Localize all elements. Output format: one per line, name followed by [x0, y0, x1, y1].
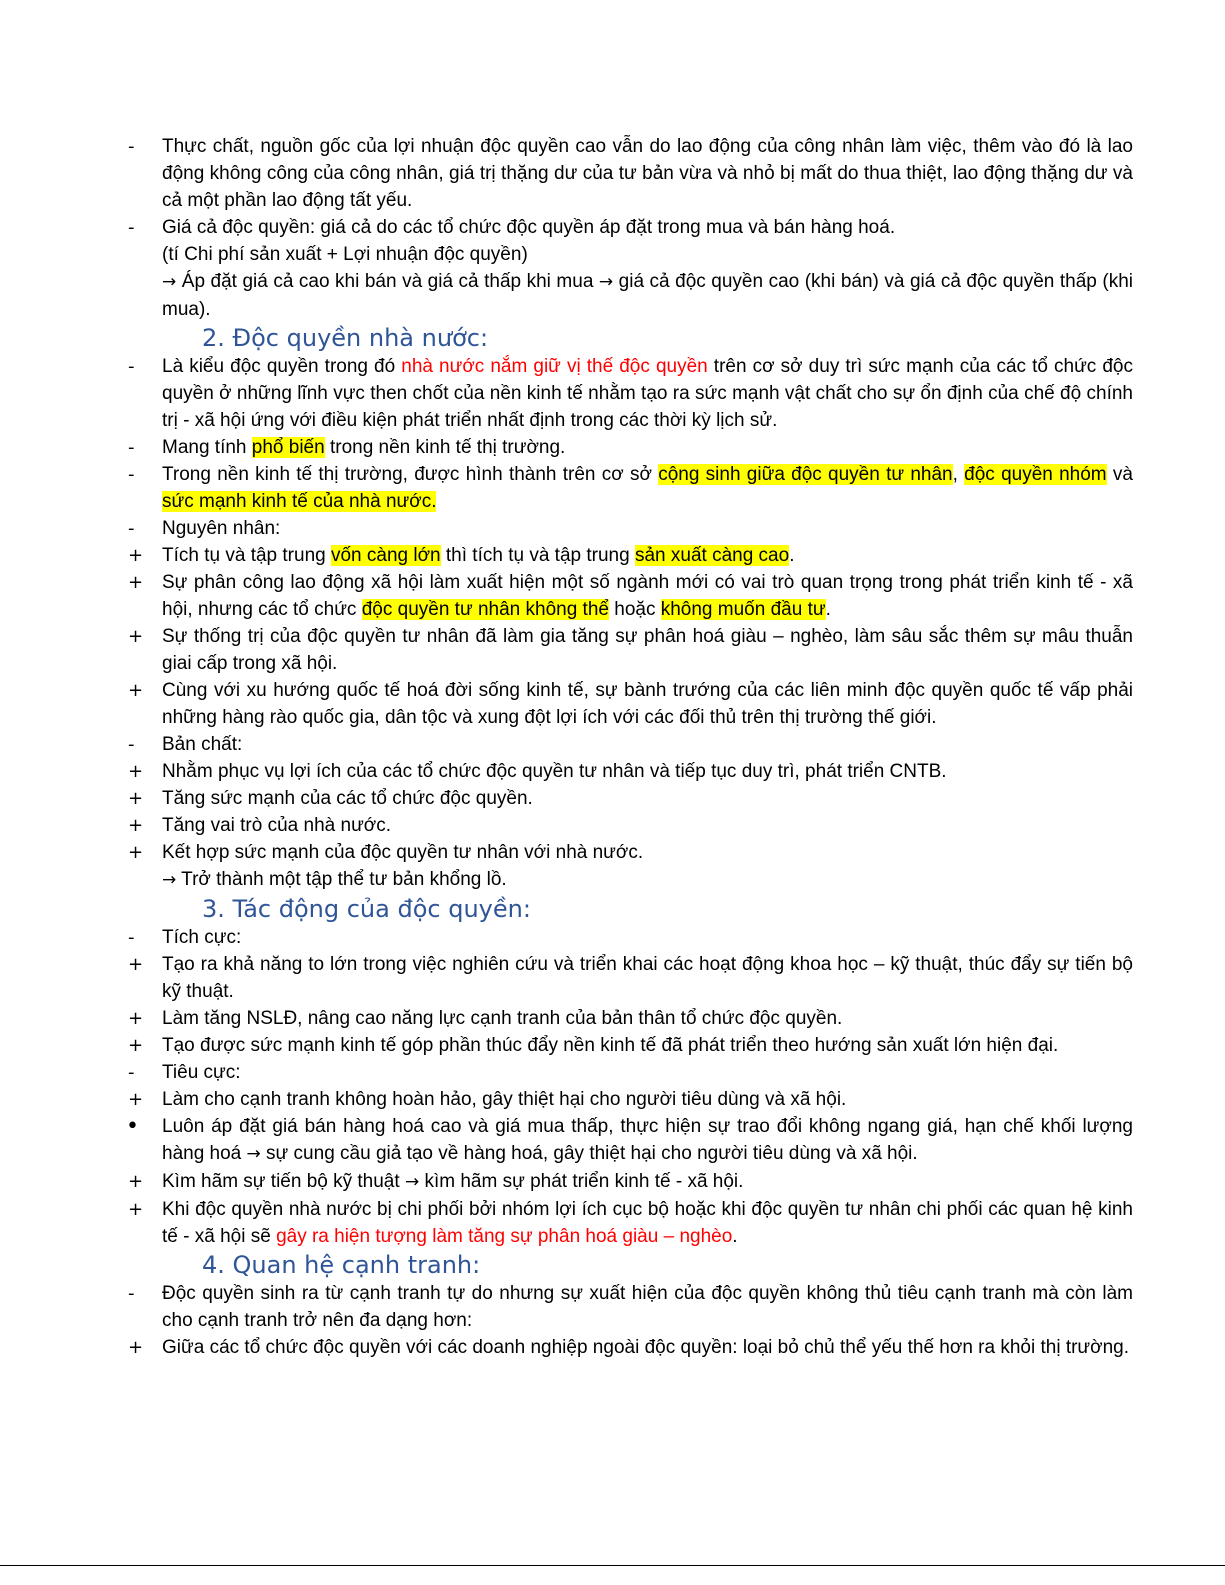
highlighted-text: không muốn đầu tư: [660, 599, 826, 620]
emphasis-red-text: gây ra hiện tượng làm tăng sự phân hoá giàu – nghèo: [276, 1226, 733, 1247]
text-run: Tăng sức mạnh của các tổ chức độc quyền.: [162, 788, 533, 809]
document-body: [0, 133, 1225, 1361]
text-run: giá cả độc quyền cao (khi bán) và giá cả độc quyền thấp (khi mua).: [162, 271, 1133, 320]
text-run: Làm cho cạnh tranh không hoàn hảo, gây thiệt hại cho người tiêu dùng và xã hội.: [162, 1089, 847, 1110]
list-marker: -: [128, 356, 135, 377]
text-run: Cùng với xu hướng quốc tế hoá đời sống kinh tế, sự bành trướng của các liên minh độc quyền quốc tế vấp phải những hàng rào quốc gia, dân tộc và xung đột lợi ích với các đối thủ trên thị trường thế giới.: [162, 680, 1133, 728]
text-run: Độc quyền sinh ra từ cạnh tranh tự do nhưng sự xuất hiện của độc quyền không thủ tiêu cạnh tranh mà còn làm cho cạnh tranh trở nên đa dạng hơn:: [162, 1283, 1133, 1331]
list-marker: +: [128, 788, 144, 809]
arrow-icon: →: [162, 272, 177, 292]
list-marker: +: [128, 1089, 144, 1110]
list-item: [0, 1032, 1133, 1059]
list-item: [0, 1086, 1133, 1113]
text-run: Luôn áp đặt giá bán hàng hoá cao và giá mua thấp, thực hiện sự trao đổi không ngang giá, hạn chế khối lượng hàng hoá: [162, 1116, 1133, 1164]
arrow-icon: →: [404, 1172, 420, 1192]
text-run: Tích tụ và tập trung: [162, 545, 331, 566]
list-marker: +: [128, 1199, 144, 1220]
list-marker: +: [128, 572, 144, 593]
highlighted-text: vốn càng lớn: [330, 545, 441, 566]
text-run: .: [732, 1226, 738, 1247]
text-run: và: [1106, 464, 1133, 485]
list-item: [0, 1005, 1133, 1032]
list-marker: +: [128, 1171, 144, 1192]
text-run: Nguyên nhân:: [162, 518, 281, 539]
text-run: Kìm hãm sự tiến bộ kỹ thuật: [162, 1171, 405, 1192]
highlighted-text: độc quyền nhóm: [964, 464, 1107, 485]
highlighted-text: phổ biến: [251, 437, 325, 458]
arrow-icon: →: [162, 870, 177, 890]
list-marker: -: [128, 437, 135, 458]
list-item: [0, 434, 1133, 461]
list-item: [0, 1059, 1133, 1086]
list-item: [0, 785, 1133, 812]
list-marker: +: [128, 954, 144, 975]
text-run: Trong nền kinh tế thị trường, được hình thành trên cơ sở: [162, 464, 659, 485]
list-marker: -: [128, 734, 135, 755]
text-run: thì tích tụ và tập trung: [440, 545, 635, 566]
text-run: Giá cả độc quyền: giá cả do các tổ chức độc quyền áp đặt trong mua và bán hàng hoá.: [162, 217, 896, 238]
list-item: [0, 731, 1133, 758]
list-marker: -: [128, 1062, 135, 1083]
text-run: Sự phân công lao động xã hội làm xuất hiện một số ngành mới có vai trò quan trọng trong phát triển kinh tế - xã hội, nhưng các tổ chức: [162, 572, 1133, 620]
list-item: [0, 214, 1133, 241]
list-item: [0, 758, 1133, 785]
list-marker: -: [128, 464, 135, 485]
list-item: [0, 1334, 1133, 1361]
emphasis-red-text: nhà nước nắm giữ vị thế độc quyền: [401, 356, 708, 377]
list-item: [0, 812, 1133, 839]
list-marker: +: [128, 1035, 144, 1056]
text-run: Nhằm phục vụ lợi ích của các tổ chức độc quyền tư nhân và tiếp tục duy trì, phát triển CNTB.: [162, 761, 947, 782]
text-run: Trở thành một tập thể tư bản khổng lồ.: [176, 869, 507, 890]
continuation-line: [0, 241, 1133, 268]
text-run: Thực chất, nguồn gốc của lợi nhuận độc quyền cao vẫn do lao động của công nhân làm việc, thêm vào đó là lao động không công của công nhân, giá trị thặng dư của tư bản vừa và nhỏ bị mất do thua thiệt, lao động thặng dư và cả một phần lao động tất yếu.: [162, 136, 1133, 211]
text-run: Tạo ra khả năng to lớn trong việc nghiên cứu và triển khai các hoạt động khoa học – kỹ thuật, thúc đẩy sự tiến bộ kỹ thuật.: [162, 954, 1133, 1002]
list-item: [0, 1196, 1133, 1250]
list-item: [0, 677, 1133, 731]
list-marker: -: [128, 518, 135, 539]
section-heading: 3. Tác động của độc quyền:: [202, 895, 531, 923]
text-run: Là kiểu độc quyền trong đó: [162, 356, 402, 377]
text-run: Làm tăng NSLĐ, nâng cao năng lực cạnh tranh của bản thân tổ chức độc quyền.: [162, 1008, 843, 1029]
list-marker: +: [128, 680, 144, 701]
text-run: Áp đặt giá cả cao khi bán và giá cả thấp khi mua: [176, 271, 599, 292]
text-run: Tiêu cực:: [162, 1062, 241, 1083]
list-item: [0, 461, 1133, 515]
list-marker: +: [128, 1008, 144, 1029]
highlighted-text: độc quyền tư nhân không thể: [361, 599, 609, 620]
text-run: Sự thống trị của độc quyền tư nhân đã làm gia tăng sự phân hoá giàu – nghèo, làm sâu sắc thêm sự mâu thuẫn giai cấp trong xã hội.: [162, 626, 1133, 674]
list-marker: +: [128, 842, 144, 863]
list-item: [0, 1168, 1133, 1196]
list-item: [0, 924, 1133, 951]
list-item: [0, 542, 1133, 569]
text-run: kìm hãm sự phát triển kinh tế - xã hội.: [419, 1171, 744, 1192]
text-run: trong nền kinh tế thị trường.: [324, 437, 566, 458]
list-marker: -: [128, 136, 135, 157]
list-item: [0, 569, 1133, 623]
list-item: [0, 133, 1133, 214]
text-run: .: [825, 599, 831, 620]
list-item: [0, 839, 1133, 866]
list-item: [0, 623, 1133, 677]
list-marker: +: [128, 1337, 144, 1358]
text-run: Bản chất:: [162, 734, 243, 755]
text-run: Mang tính: [162, 437, 252, 458]
text-run: sự cung cầu giả tạo về hàng hoá, gây thiệt hại cho người tiêu dùng và xã hội.: [260, 1143, 918, 1164]
list-item: [0, 515, 1133, 542]
text-run: Tăng vai trò của nhà nước.: [162, 815, 392, 836]
arrow-icon: →: [598, 272, 614, 292]
text-run: hoặc: [608, 599, 661, 620]
section-heading: 4. Quan hệ cạnh tranh:: [202, 1251, 481, 1279]
continuation-line: [0, 866, 1133, 894]
text-run: Tích cực:: [162, 927, 242, 948]
highlighted-text: sản xuất càng cao: [634, 545, 790, 566]
list-marker: +: [128, 545, 144, 566]
continuation-line: [0, 268, 1133, 323]
section-heading: 2. Độc quyền nhà nước:: [202, 324, 489, 352]
text-run: Giữa các tổ chức độc quyền với các doanh nghiệp ngoài độc quyền: loại bỏ chủ thể yếu thế hơn ra khỏi thị trường.: [162, 1337, 1130, 1358]
page-bottom-rule: [0, 1565, 1225, 1566]
list-marker: -: [128, 927, 135, 948]
list-marker: +: [128, 626, 144, 647]
text-run: Khi độc quyền nhà nước bị chi phối bởi nhóm lợi ích cục bộ hoặc khi độc quyền tư nhân chi phối các quan hệ kinh tế - xã hội sẽ: [162, 1199, 1133, 1247]
list-marker: -: [128, 217, 135, 238]
text-run: Tạo được sức mạnh kinh tế góp phần thúc đẩy nền kinh tế đã phát triển theo hướng sản xuất lớn hiện đại.: [162, 1035, 1059, 1056]
text-run: ,: [952, 464, 965, 485]
list-marker: +: [128, 815, 144, 836]
text-run: .: [789, 545, 795, 566]
arrow-icon: →: [246, 1144, 261, 1164]
list-marker: +: [128, 761, 144, 782]
text-run: Kết hợp sức mạnh của độc quyền tư nhân với nhà nước.: [162, 842, 644, 863]
text-run: (tí Chi phí sản xuất + Lợi nhuận độc quyền): [162, 244, 528, 265]
list-item: [0, 353, 1133, 434]
highlighted-text: cộng sinh giữa độc quyền tư nhân: [658, 464, 953, 485]
list-item: [0, 1113, 1133, 1168]
text-run: trên cơ sở duy trì sức mạnh của các tổ chức độc quyền ở những lĩnh vực then chốt của nền kinh tế nhằm tạo ra sức mạnh vật chất cho sự ổn định của chế độ chính trị - xã hội ứng với điều kiện phát triển nhất định trong các thời kỳ lịch sử.: [162, 356, 1133, 431]
list-marker: •: [126, 1114, 139, 1139]
list-item: [0, 951, 1133, 1005]
list-marker: -: [128, 1283, 135, 1304]
list-item: [0, 1280, 1133, 1334]
highlighted-text: sức mạnh kinh tế của nhà nước.: [162, 491, 437, 512]
